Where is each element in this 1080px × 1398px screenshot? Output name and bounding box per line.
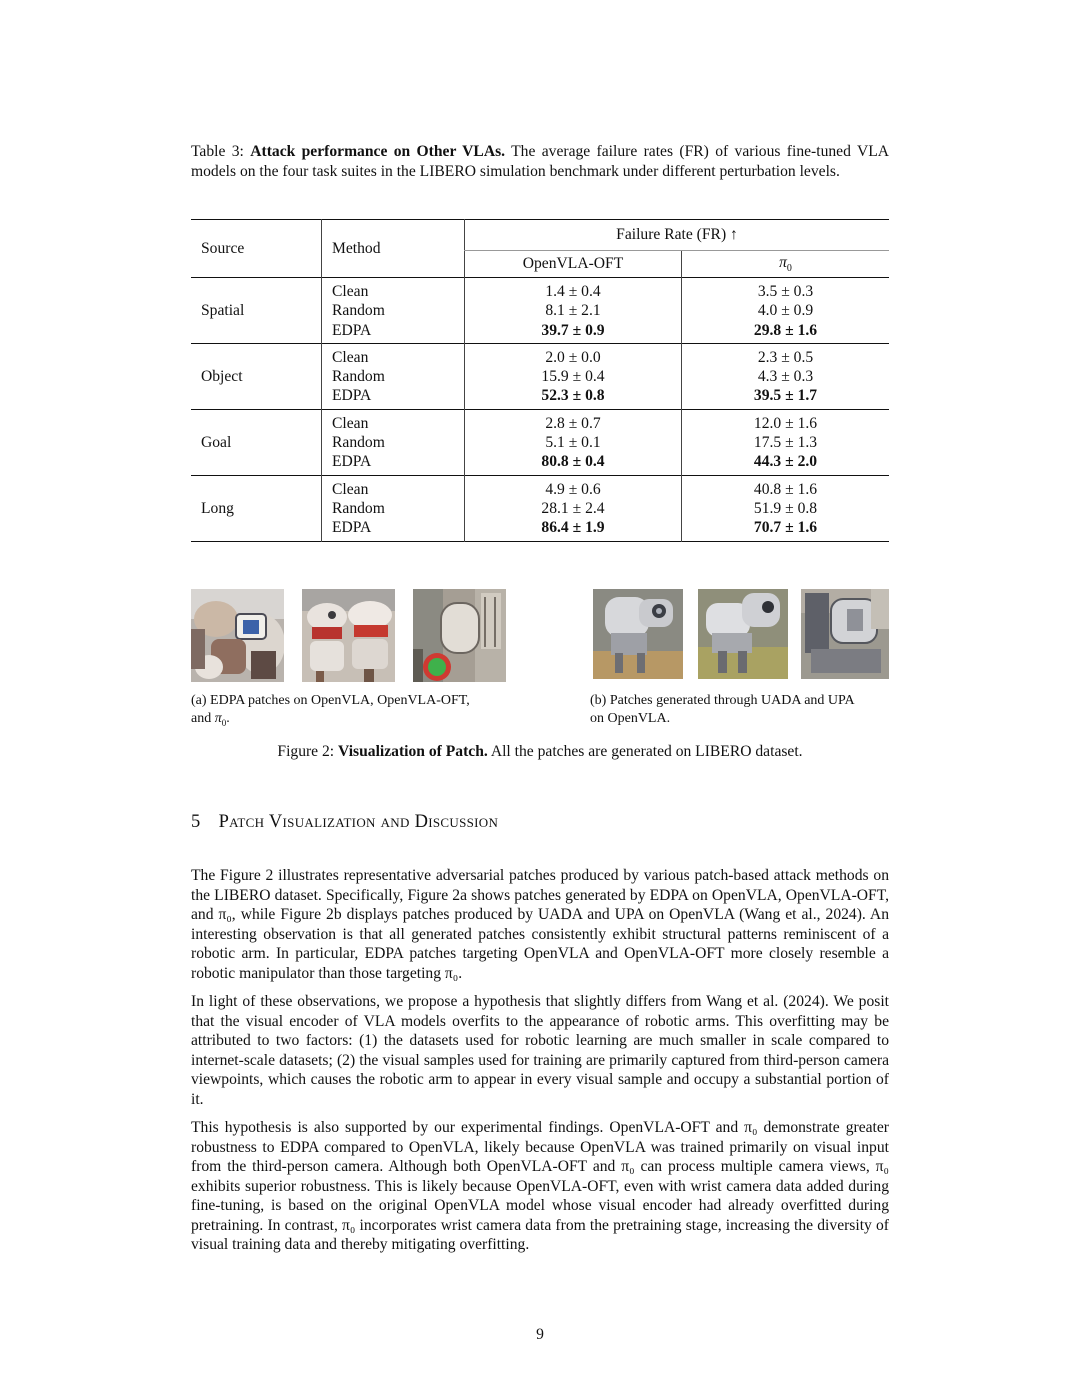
method-label: Random	[332, 302, 385, 320]
fr-value: 28.1 ± 2.4	[541, 499, 605, 517]
fr-value: 17.5 ± 1.3	[753, 434, 818, 452]
method-cell	[322, 343, 465, 409]
method-label: EDPA	[332, 453, 372, 471]
fr-value: 4.3 ± 0.3	[757, 368, 814, 386]
fr-value: 8.1 ± 2.1	[545, 302, 601, 320]
method-cell	[322, 278, 465, 344]
method-label: Clean	[332, 348, 369, 366]
fr-value: 4.0 ± 0.9	[757, 302, 814, 320]
failure-rate-table	[191, 219, 889, 542]
col-header-pi0: $\pi_0$	[682, 251, 890, 278]
section-heading: 5 Patch Visualization and Discussion	[191, 812, 499, 832]
fr-value: 86.4 ± 1.9	[541, 519, 605, 537]
figure-caption-title: Visualization of Patch.	[338, 743, 488, 760]
fr-value: 39.5 ± 1.7	[753, 387, 818, 405]
source-label: Long	[191, 475, 322, 541]
fr-value: 52.3 ± 0.8	[541, 387, 605, 405]
pi0-cell	[682, 278, 890, 344]
fr-value: 70.7 ± 1.6	[753, 519, 818, 537]
patch-image-uada-1	[593, 589, 683, 679]
page-content	[191, 142, 889, 1253]
patch-image-openvla-oft	[302, 589, 395, 682]
col-header-openvla-oft: OpenVLA-OFT	[465, 251, 682, 278]
source-label: Goal	[191, 409, 322, 475]
fr-value: 29.8 ± 1.6	[753, 321, 818, 339]
fr-value: 12.0 ± 1.6	[753, 414, 818, 432]
col-header-source: Source	[201, 239, 245, 257]
fr-value: 15.9 ± 0.4	[541, 368, 605, 386]
col-header-method: Method	[322, 220, 465, 278]
source-label: Object	[191, 343, 322, 409]
table-caption-title: Attack performance on Other VLAs.	[250, 143, 506, 160]
table-caption	[191, 142, 889, 181]
subcaption-b: (b) Patches generated through UADA and UPA on OpenVLA.	[590, 693, 855, 726]
table-group-goal	[191, 409, 889, 475]
table-group-spatial	[191, 278, 889, 344]
fr-value: 1.4 ± 0.4	[545, 283, 601, 300]
method-label: EDPA	[332, 321, 372, 339]
pi0-cell	[682, 343, 890, 409]
method-label: Clean	[332, 414, 369, 432]
fr-value: 40.8 ± 1.6	[753, 480, 818, 498]
fr-value: 5.1 ± 0.1	[545, 434, 601, 452]
openvla-oft-cell	[465, 475, 682, 541]
method-label: Random	[332, 499, 385, 517]
method-label: EDPA	[332, 519, 372, 537]
method-label: EDPA	[332, 387, 372, 405]
pi0-cell	[682, 409, 890, 475]
fr-value: 80.8 ± 0.4	[541, 453, 605, 471]
paragraph-3: This hypothesis is also supported by our experimental findings. OpenVLA-OFT and π₀ demonstrate greater robustness to EDPA compared to OpenVLA, likely because OpenVLA was trained primarily on visual input from the third-person camera. Although both OpenVLA-OFT and π₀ can process multiple camera views, π₀ exhibits superior robustness. This is likely because OpenVLA-OFT, even with wrist camera data added during fine-tuning, is based on the original OpenVLA model whose visual encoder had already overfitted during pretraining. In contrast, π₀ incorporates wrist camera data from the pretraining stage, increasing the diversity of visual training data and thereby mitigating overfitting.	[191, 1119, 889, 1253]
pi0-cell	[682, 475, 890, 541]
openvla-oft-cell	[465, 343, 682, 409]
fr-value: 39.7 ± 0.9	[541, 321, 605, 339]
fr-value: 2.3 ± 0.5	[757, 348, 814, 366]
openvla-oft-cell	[465, 278, 682, 344]
patch-figure	[191, 589, 889, 685]
page-number: 9	[536, 1326, 544, 1343]
fr-value: 44.3 ± 2.0	[753, 453, 818, 471]
source-label: Spatial	[191, 278, 322, 344]
subcaption-a: (a) EDPA patches on OpenVLA, OpenVLA-OFT, and $\pi_0$.	[191, 693, 470, 728]
fr-value: 2.0 ± 0.0	[545, 348, 601, 366]
method-label: Random	[332, 368, 385, 386]
table-group-object	[191, 343, 889, 409]
fr-value: 3.5 ± 0.3	[757, 283, 814, 300]
table-caption-text: The average failure rates (FR) of various fine-tuned VLA models on the four task suites in the LIBERO simulation benchmark under different perturbation levels.	[191, 143, 889, 180]
figure-caption: Figure 2: Visualization of Patch. All the patches are generated on LIBERO dataset.	[277, 743, 803, 760]
patch-image-pi0	[413, 589, 506, 682]
patch-image-uada-2	[698, 589, 788, 679]
method-label: Clean	[332, 480, 369, 498]
table-caption-label: Table 3:	[191, 143, 244, 160]
method-label: Random	[332, 434, 385, 452]
table-group-long	[191, 475, 889, 541]
patch-image-openvla	[191, 589, 284, 682]
method-cell	[322, 409, 465, 475]
paragraph-1: The Figure 2 illustrates representative adversarial patches produced by various patch-based attack methods on the LIBERO dataset. Specifically, Figure 2a shows patches generated by EDPA on OpenVLA, OpenVLA-OFT, and π₀, while Figure 2b displays patches produced by UADA and UPA on OpenVLA (Wang et al., 2024). An interesting observation is that all generated patches consistently exhibit structural patterns reminiscent of a robotic arm. In particular, EDPA patches targeting OpenVLA and OpenVLA-OFT more closely resemble a robotic manipulator than those targeting π₀.	[191, 867, 889, 982]
method-label: Clean	[332, 283, 369, 300]
method-cell	[322, 475, 465, 541]
col-header-failure-rate: Failure Rate (FR) ↑	[465, 220, 890, 251]
openvla-oft-cell	[465, 409, 682, 475]
patch-image-upa	[801, 589, 889, 679]
paragraph-2: In light of these observations, we propose a hypothesis that slightly differs from Wang et al. (2024). We posit that the visual encoder of VLA models overfits to the appearance of robotic arms. This overfitting may be attributed to two factors: (1) the datasets used for robotic learning are much smaller in scale compared to internet-scale datasets; (2) the visual samples used for training are primarily captured from third-person camera viewpoints, which causes the robotic arm to appear in every visual sample and occupy a substantial portion of it.	[191, 993, 889, 1108]
fr-value: 2.8 ± 0.7	[545, 414, 601, 432]
fr-value: 4.9 ± 0.6	[545, 480, 601, 498]
section-body	[191, 866, 889, 1264]
fr-value: 51.9 ± 0.8	[753, 499, 818, 517]
